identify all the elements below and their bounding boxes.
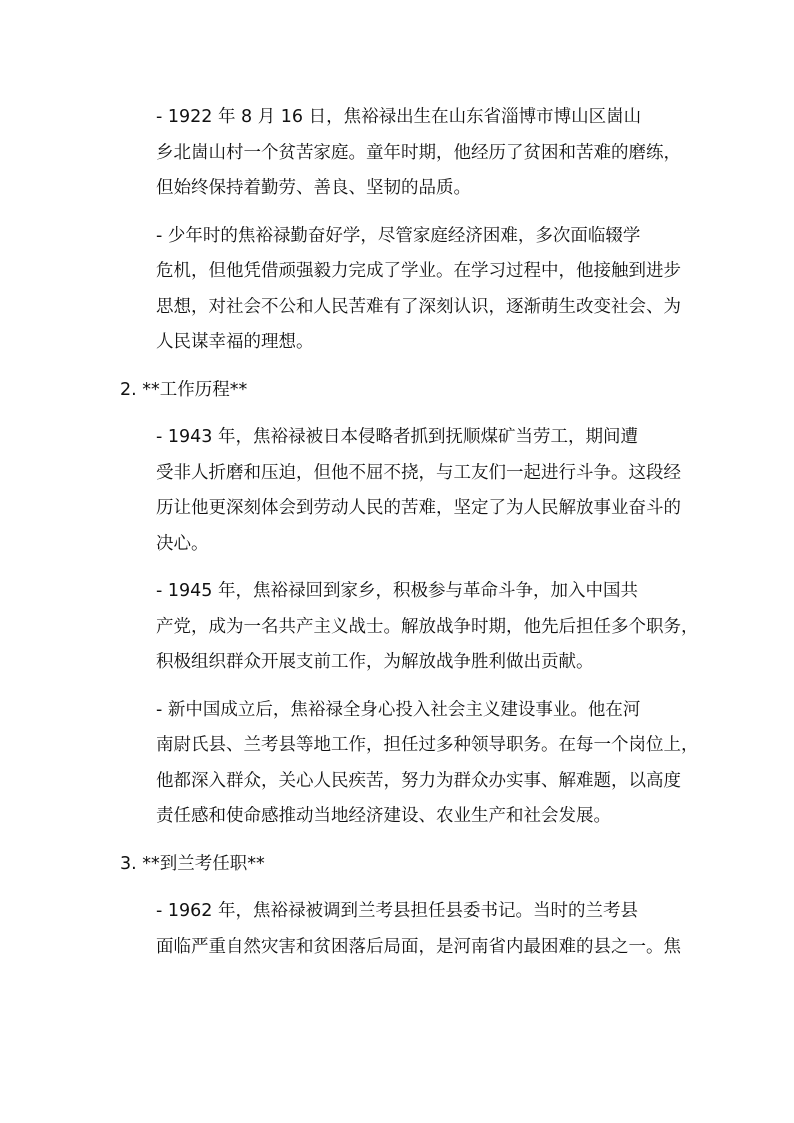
text-line: 受非人折磨和压迫，但他不屈不挠，与工友们一起进行斗争。这段经 xyxy=(156,462,681,483)
text-line: 南尉氏县、兰考县等地工作，担任过多种领导职务。在每一个岗位上， xyxy=(156,735,699,755)
text-line: 决心。 xyxy=(156,533,209,554)
text-line: - 1922 年 8 月 16 日，焦裕禄出生在山东省淄博市博山区崮山 xyxy=(156,107,642,127)
text-line: - 1962 年，焦裕禄被调到兰考县担任县委书记。当时的兰考县 xyxy=(156,901,638,921)
document-body xyxy=(120,100,699,977)
text-line: 他都深入群众，关心人民疾苦，努力为群众办实事、解难题，以高度 xyxy=(156,770,681,791)
paragraph-1962 xyxy=(120,894,680,965)
section-heading-lankao xyxy=(120,847,680,883)
text-line: 历让他更深刻体会到劳动人民的苦难，坚定了为人民解放事业奋斗的 xyxy=(156,498,681,518)
text-line: 思想，对社会不公和人民苦难有了深刻认识，逐渐萌生改变社会、为 xyxy=(156,296,681,317)
paragraph-1945 xyxy=(120,574,699,681)
paragraph-birth xyxy=(120,100,680,207)
text-line: 但始终保持着勤劳、善良、坚韧的品质。 xyxy=(156,178,471,198)
text-line: - 1943 年，焦裕禄被日本侵略者抓到抚顺煤矿当劳工，期间遭 xyxy=(156,427,638,447)
section-heading-work-history xyxy=(120,373,680,409)
text-line: - 少年时的焦裕禄勤奋好学，尽管家庭经济困难，多次面临辍学 xyxy=(156,225,641,246)
text-line: - 1945 年，焦裕禄回到家乡，积极参与革命斗争，加入中国共 xyxy=(156,581,638,601)
heading-text: 3. **到兰考任职** xyxy=(120,853,265,874)
text-line: 产党，成为一名共产主义战士。解放战争时期，他先后担任多个职务， xyxy=(156,616,699,637)
text-line: 责任感和使命感推动当地经济建设、农业生产和社会发展。 xyxy=(156,806,611,826)
text-line: 乡北崮山村一个贫苦家庭。童年时期，他经历了贫困和苦难的磨练， xyxy=(156,142,681,163)
text-line: 积极组织群众开展支前工作，为解放战争胜利做出贡献。 xyxy=(156,652,594,672)
paragraph-1943 xyxy=(120,420,680,562)
text-line: 危机，但他凭借顽强毅力完成了学业。在学习过程中，他接触到进步 xyxy=(156,261,681,281)
paragraph-youth xyxy=(120,219,680,361)
text-line: 人民谋幸福的理想。 xyxy=(156,332,314,352)
text-line: 面临严重自然灾害和贫困落后局面，是河南省内最困难的县之一。焦 xyxy=(156,936,681,957)
text-line: - 新中国成立后，焦裕禄全身心投入社会主义建设事业。他在河 xyxy=(156,699,641,720)
paragraph-new-china xyxy=(120,693,699,835)
heading-text: 2. **工作历程** xyxy=(120,379,248,400)
